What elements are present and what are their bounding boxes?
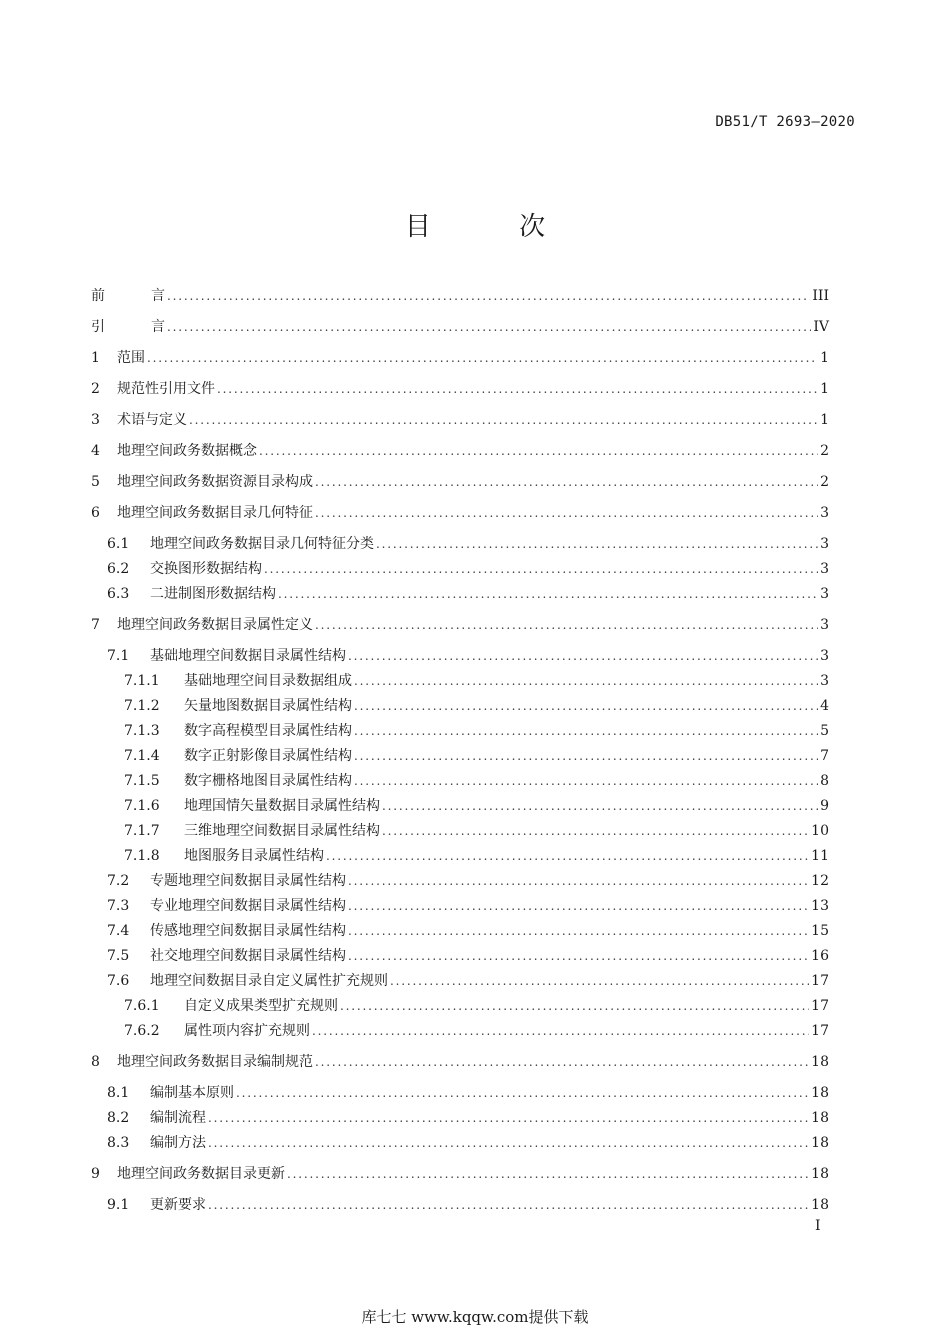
dot-leader: [348, 646, 818, 666]
toc-entry-page: 13: [811, 898, 829, 914]
dot-leader: [348, 921, 809, 941]
toc-entry[interactable]: [124, 746, 829, 766]
toc-entry[interactable]: [124, 821, 829, 841]
toc-entry[interactable]: [124, 721, 829, 741]
toc-entry-title: 基础地理空间数据目录属性结构: [150, 648, 346, 664]
toc-entry-number: 引: [91, 319, 105, 335]
toc-entry-title: 地理空间政务数据目录编制规范: [117, 1054, 313, 1070]
dot-leader: [315, 503, 818, 523]
dot-leader: [382, 796, 818, 816]
dot-leader: [354, 746, 818, 766]
toc-entry[interactable]: [107, 871, 829, 891]
dot-leader: [382, 821, 809, 841]
toc-entry[interactable]: [107, 946, 829, 966]
toc-entry-page: 9: [820, 798, 829, 814]
toc-entry[interactable]: [91, 348, 829, 368]
dot-leader: [354, 721, 818, 741]
toc-entry[interactable]: [124, 1021, 829, 1041]
toc-entry[interactable]: [124, 846, 829, 866]
toc-entry[interactable]: [107, 1108, 829, 1128]
dot-leader: [315, 1052, 809, 1072]
toc-entry-page: 1: [820, 412, 829, 428]
toc-entry-title: 地图服务目录属性结构: [184, 848, 324, 864]
toc-entry-title: 地理空间数据目录自定义属性扩充规则: [150, 973, 388, 989]
toc-entry-number: 3: [91, 412, 100, 428]
toc-entry[interactable]: [107, 559, 829, 579]
toc-entry[interactable]: [107, 534, 829, 554]
toc-entry-number: 1: [91, 350, 100, 366]
dot-leader: [354, 671, 818, 691]
toc-entry-title: 自定义成果类型扩充规则: [184, 998, 338, 1014]
toc-entry-title: 属性项内容扩充规则: [184, 1023, 310, 1039]
toc-entry-page: 18: [811, 1085, 829, 1101]
toc-entry-page: 3: [820, 586, 829, 602]
toc-entry-title: 地理空间政务数据概念: [117, 443, 257, 459]
page-title: 目 次: [404, 212, 586, 242]
toc-entry[interactable]: [91, 1052, 829, 1072]
dot-leader: [326, 846, 809, 866]
dot-leader: [259, 441, 818, 461]
dot-leader: [217, 379, 818, 399]
dot-leader: [208, 1195, 809, 1215]
toc-entry-page: 3: [820, 505, 829, 521]
toc-entry-number: 9: [91, 1166, 100, 1182]
toc-entry-title: 地理空间政务数据目录属性定义: [117, 617, 313, 633]
toc-entry-number: 4: [91, 443, 100, 459]
toc-entry-page: 11: [811, 848, 829, 864]
footer-watermark: 库七七 www.kqqw.com提供下载: [361, 1308, 589, 1326]
dot-leader: [208, 1133, 809, 1153]
toc-entry[interactable]: [107, 1195, 829, 1215]
toc-entry-page: 10: [811, 823, 829, 839]
dot-leader: [390, 971, 809, 991]
toc-entry-page: 2: [820, 443, 829, 459]
toc-entry-page: 3: [820, 617, 829, 633]
toc-entry[interactable]: [91, 503, 829, 523]
toc-entry-number: 7.1.6: [124, 798, 160, 814]
toc-entry-title: 言: [151, 288, 165, 304]
toc-entry-number: 7.1.4: [124, 748, 160, 764]
toc-entry-number: 7.5: [107, 948, 130, 964]
toc-entry-title: 地理空间政务数据目录更新: [117, 1166, 285, 1182]
toc-entry[interactable]: [91, 286, 829, 306]
dot-leader: [376, 534, 818, 554]
dot-leader: [278, 584, 818, 604]
toc-entry-page: 17: [811, 1023, 829, 1039]
toc-entry-page: 7: [820, 748, 829, 764]
toc-entry-number: 6.1: [107, 536, 130, 552]
dot-leader: [208, 1108, 809, 1128]
toc-entry-number: 前: [91, 288, 105, 304]
toc-entry-number: 2: [91, 381, 100, 397]
dot-leader: [315, 472, 818, 492]
toc-entry-title: 地理空间政务数据目录几何特征分类: [150, 536, 374, 552]
dot-leader: [348, 946, 809, 966]
toc-entry-title: 言: [151, 319, 165, 335]
toc-entry-title: 范围: [117, 350, 145, 366]
dot-leader: [348, 896, 809, 916]
toc-entry-page: 3: [820, 673, 829, 689]
toc-entry-page: 1: [820, 350, 829, 366]
toc-entry-page: 4: [820, 698, 829, 714]
toc-entry[interactable]: [91, 615, 829, 635]
toc-entry-number: 7.4: [107, 923, 130, 939]
dot-leader: [189, 410, 818, 430]
toc-entry-title: 更新要求: [150, 1197, 206, 1213]
dot-leader: [236, 1083, 809, 1103]
toc-entry-page: 1: [820, 381, 829, 397]
toc-entry[interactable]: [124, 996, 829, 1016]
dot-leader: [287, 1164, 809, 1184]
toc-entry-title: 基础地理空间目录数据组成: [184, 673, 352, 689]
toc-entry-page: 17: [811, 973, 829, 989]
toc-entry-number: 9.1: [107, 1197, 130, 1213]
toc-entry-page: 18: [811, 1197, 829, 1213]
toc-entry-title: 社交地理空间数据目录属性结构: [150, 948, 346, 964]
toc-entry-number: 6: [91, 505, 100, 521]
toc-entry-number: 7.2: [107, 873, 130, 889]
dot-leader: [348, 871, 809, 891]
toc-entry-number: 6.3: [107, 586, 130, 602]
toc-entry-title: 数字栅格地图目录属性结构: [184, 773, 352, 789]
toc-entry[interactable]: [107, 646, 829, 666]
toc-entry-page: III: [812, 288, 829, 304]
toc-entry-page: 8: [820, 773, 829, 789]
toc-entry-number: 7: [91, 617, 100, 633]
toc-entry-number: 8.3: [107, 1135, 130, 1151]
toc-entry[interactable]: [107, 896, 829, 916]
toc-entry-number: 7.1.5: [124, 773, 160, 789]
toc-entry-title: 地理国情矢量数据目录属性结构: [184, 798, 380, 814]
toc-entry-title: 编制流程: [150, 1110, 206, 1126]
toc-entry[interactable]: [91, 379, 829, 399]
toc-entry-title: 规范性引用文件: [117, 381, 215, 397]
toc-entry[interactable]: [107, 584, 829, 604]
toc-entry-number: 7.1: [107, 648, 130, 664]
toc-entry[interactable]: [124, 696, 829, 716]
toc-entry-title: 矢量地图数据目录属性结构: [184, 698, 352, 714]
toc-entry-page: 5: [820, 723, 829, 739]
toc-entry-number: 7.6: [107, 973, 130, 989]
toc-entry-page: 18: [811, 1135, 829, 1151]
toc-entry-number: 5: [91, 474, 100, 490]
dot-leader: [354, 696, 818, 716]
toc-entry[interactable]: [91, 441, 829, 461]
toc-entry-page: IV: [813, 319, 829, 335]
toc-entry[interactable]: [107, 971, 829, 991]
toc-entry-number: 7.1.1: [124, 673, 160, 689]
dot-leader: [354, 771, 818, 791]
toc-entry-number: 8.1: [107, 1085, 130, 1101]
dot-leader: [340, 996, 809, 1016]
toc-entry-title: 专业地理空间数据目录属性结构: [150, 898, 346, 914]
toc-entry[interactable]: [107, 1083, 829, 1103]
toc-entry[interactable]: [124, 796, 829, 816]
toc-entry-title: 交换图形数据结构: [150, 561, 262, 577]
toc-entry[interactable]: [91, 317, 829, 337]
toc-entry-title: 编制基本原则: [150, 1085, 234, 1101]
toc-entry-number: 7.1.2: [124, 698, 160, 714]
toc-entry-title: 地理空间政务数据目录几何特征: [117, 505, 313, 521]
toc-entry[interactable]: [124, 771, 829, 791]
toc-entry-page: 15: [811, 923, 829, 939]
toc-entry[interactable]: [107, 921, 829, 941]
toc-entry-page: 3: [820, 648, 829, 664]
toc-entry-page: 17: [811, 998, 829, 1014]
toc-entry-page: 18: [811, 1054, 829, 1070]
toc-entry-title: 三维地理空间数据目录属性结构: [184, 823, 380, 839]
toc-entry-number: 7.6.2: [124, 1023, 160, 1039]
toc-entry-number: 7.1.7: [124, 823, 160, 839]
toc-entry-title: 地理空间政务数据资源目录构成: [117, 474, 313, 490]
toc-entry-number: 8.2: [107, 1110, 130, 1126]
toc-entry-number: 7.6.1: [124, 998, 160, 1014]
toc-entry-number: 7.1.3: [124, 723, 160, 739]
dot-leader: [264, 559, 818, 579]
toc-entry-number: 8: [91, 1054, 100, 1070]
page-number: I: [815, 1218, 821, 1234]
toc-entry[interactable]: [91, 1164, 829, 1184]
dot-leader: [147, 348, 818, 368]
dot-leader: [315, 615, 818, 635]
toc-entry-number: 6.2: [107, 561, 130, 577]
document-code: DB51/T 2693—2020: [715, 114, 855, 130]
toc-entry-title: 专题地理空间数据目录属性结构: [150, 873, 346, 889]
dot-leader: [312, 1021, 809, 1041]
toc-entry[interactable]: [107, 1133, 829, 1153]
toc-entry-page: 18: [811, 1166, 829, 1182]
toc-entry-page: 16: [811, 948, 829, 964]
toc-entry-page: 18: [811, 1110, 829, 1126]
toc-entry[interactable]: [91, 410, 829, 430]
toc-entry-page: 12: [811, 873, 829, 889]
dot-leader: [167, 286, 810, 306]
toc-entry-page: 3: [820, 561, 829, 577]
dot-leader: [167, 317, 811, 337]
toc-entry-page: 2: [820, 474, 829, 490]
toc-entry-title: 数字正射影像目录属性结构: [184, 748, 352, 764]
toc-entry-title: 术语与定义: [117, 412, 187, 428]
toc-entry[interactable]: [124, 671, 829, 691]
toc-entry-number: 7.1.8: [124, 848, 160, 864]
toc-entry-number: 7.3: [107, 898, 130, 914]
toc-entry-title: 传感地理空间数据目录属性结构: [150, 923, 346, 939]
toc-entry-title: 编制方法: [150, 1135, 206, 1151]
toc-entry-title: 二进制图形数据结构: [150, 586, 276, 602]
toc-entry[interactable]: [91, 472, 829, 492]
toc-entry-page: 3: [820, 536, 829, 552]
toc-entry-title: 数字高程模型目录属性结构: [184, 723, 352, 739]
